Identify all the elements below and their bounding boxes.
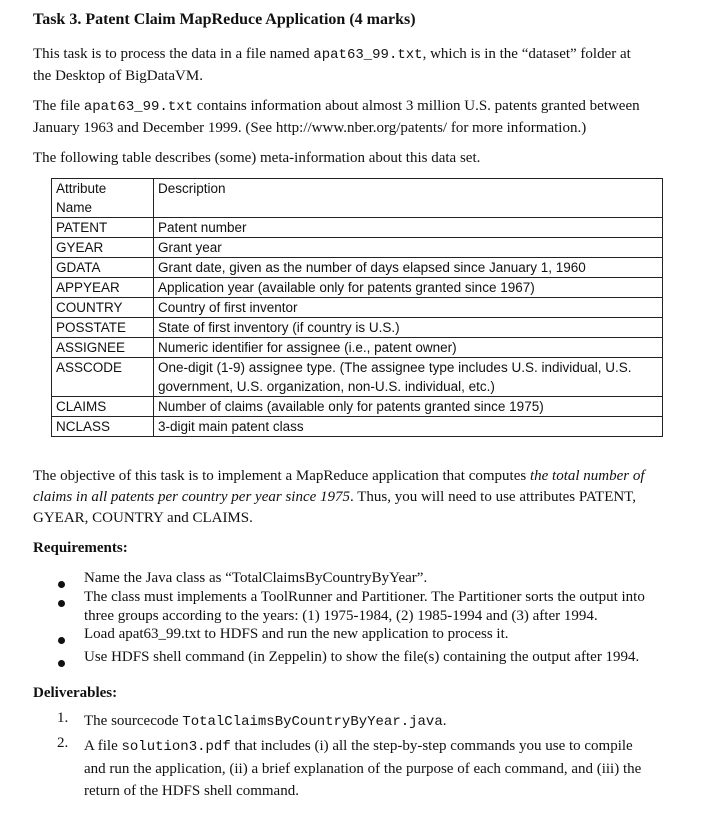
header-description: Description xyxy=(154,179,663,218)
source-filename: TotalClaimsByCountryByYear.java xyxy=(182,714,443,730)
list-number: 1. xyxy=(57,710,69,726)
requirement-item: Name the Java class as “TotalClaimsByCountryByYear”. xyxy=(84,570,428,586)
requirements-heading: Requirements: xyxy=(33,540,128,556)
table-row: NCLASS 3-digit main patent class xyxy=(52,417,663,437)
table-row: ASSIGNEE Numeric identifier for assignee (i.e., patent owner) xyxy=(52,338,663,358)
dataset-filename-2: apat63_99.txt xyxy=(83,99,194,115)
bullet-icon xyxy=(58,632,65,649)
bullet-icon xyxy=(58,595,65,612)
task-title: Task 3. Patent Claim MapReduce Application (4 marks) xyxy=(33,11,416,28)
objective-paragraph: The objective of this task is to implement a MapReduce application that computes the total number of claims in all patents per country per year since 1975. Thus, you will need to use attributes PATENT, GYEAR, COUNTRY and CLAIMS. xyxy=(33,468,645,526)
intro-paragraph-2: The file apat63_99.txt contains information about almost 3 million U.S. patents granted between January 1963 and December 1999. (See http://www.nber.org/patents/ for more information.) xyxy=(33,98,640,136)
table-row: APPYEAR Application year (available only for patents granted since 1967) xyxy=(52,278,663,298)
table-row: ASSCODE One-digit (1-9) assignee type. (The assignee type includes U.S. individual, U.S. government, U.S. organization, non-U.S. individual, etc.) xyxy=(52,358,663,397)
table-row: CLAIMS Number of claims (available only for patents granted since 1975) xyxy=(52,397,663,417)
intro-paragraph-1: This task is to process the data in a file named apat63_99.txt, which is in the “dataset” folder at the Desktop of BigDataVM. xyxy=(33,46,631,84)
meta-information-table xyxy=(51,178,663,437)
list-number: 2. xyxy=(57,735,69,751)
requirement-item: Load apat63_99.txt to HDFS and run the new application to process it. xyxy=(84,626,509,642)
table-row: POSSTATE State of first inventory (if country is U.S.) xyxy=(52,318,663,338)
table-row: COUNTRY Country of first inventor xyxy=(52,298,663,318)
table-header-row xyxy=(52,179,663,218)
deliverables-heading: Deliverables: xyxy=(33,685,118,701)
dataset-filename: apat63_99.txt xyxy=(313,47,423,63)
table-row: GDATA Grant date, given as the number of days elapsed since January 1, 1960 xyxy=(52,258,663,278)
bullet-icon xyxy=(58,576,65,593)
pdf-filename: solution3.pdf xyxy=(121,739,231,755)
intro-paragraph-3: The following table describes (some) meta-information about this data set. xyxy=(33,150,481,166)
deliverable-item: A file solution3.pdf that includes (i) all the step-by-step commands you use to compile and run the application, (ii) a brief explanation of the purpose of each command, and (iii) the return of the HDFS shell command. xyxy=(84,738,642,799)
requirement-item: Use HDFS shell command (in Zeppelin) to show the file(s) containing the output after 1994. xyxy=(84,649,640,665)
header-attribute-name: Attribute Name xyxy=(52,179,154,218)
requirement-item: The class must implements a ToolRunner and Partitioner. The Partitioner sorts the output into three groups according to the years: (1) 1975-1984, (2) 1985-1994 and (3) after 1994. xyxy=(84,589,645,624)
table-row: PATENT Patent number xyxy=(52,218,663,238)
table-row: GYEAR Grant year xyxy=(52,238,663,258)
bullet-icon xyxy=(58,655,65,672)
deliverable-item: The sourcecode TotalClaimsByCountryByYear.java. xyxy=(84,713,447,730)
